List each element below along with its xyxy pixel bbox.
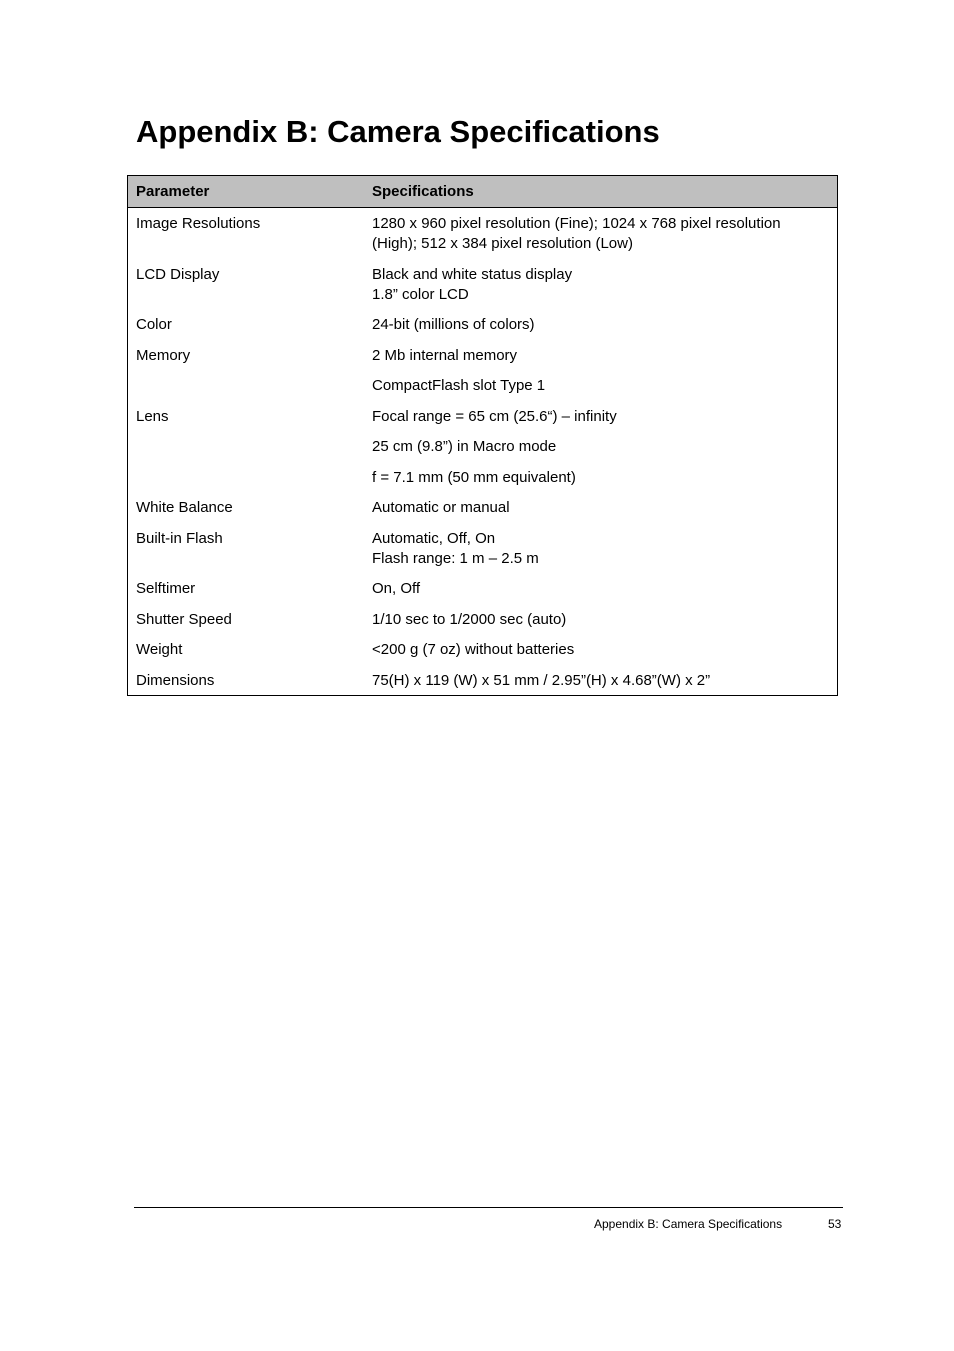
parameter-cell: Shutter Speed — [136, 610, 232, 628]
specifications-table — [127, 175, 838, 696]
parameter-cell: Image Resolutions — [136, 215, 261, 232]
specification-cell — [364, 315, 837, 335]
specification-cell — [364, 265, 837, 305]
specification-cell — [364, 376, 837, 396]
specification-cell — [364, 671, 837, 691]
specification-line: 25 cm (9.8”) in Macro mode — [372, 438, 557, 455]
table-row — [128, 315, 837, 346]
parameter-cell: Memory — [136, 346, 191, 364]
specification-line: Focal range = 65 cm (25.6“) – infinity — [372, 407, 617, 425]
specification-line: CompactFlash slot Type 1 — [372, 377, 546, 394]
footer-divider — [134, 1207, 843, 1208]
table-row — [128, 214, 837, 265]
specification-line: <200 g (7 oz) without batteries — [372, 641, 575, 658]
header-parameter: Parameter — [136, 183, 210, 200]
specification-line: On, Off — [372, 580, 421, 597]
specification-line: f = 7.1 mm (50 mm equivalent) — [372, 468, 576, 486]
header-specifications: Specifications — [372, 183, 474, 200]
specification-line: 1.8” color LCD — [372, 285, 469, 303]
table-row — [128, 407, 837, 438]
parameter-cell: Color — [136, 316, 172, 333]
parameter-cell — [128, 376, 364, 396]
specification-line: 24-bit (millions of colors) — [372, 316, 535, 333]
specification-line: 1/10 sec to 1/2000 sec (auto) — [372, 610, 567, 628]
specification-line: 2 Mb internal memory — [372, 346, 518, 364]
specification-line: Automatic or manual — [372, 499, 510, 516]
table-row — [128, 376, 837, 407]
table-row — [128, 671, 837, 691]
specification-line: Flash range: 1 m – 2.5 m — [372, 549, 539, 567]
table-row — [128, 346, 837, 377]
specification-cell — [364, 214, 837, 254]
table-row — [128, 498, 837, 529]
specification-cell — [364, 407, 837, 427]
page-number: 53 — [828, 1217, 842, 1231]
table-header-row — [128, 176, 837, 208]
specification-cell — [364, 610, 837, 630]
parameter-cell: Lens — [136, 407, 169, 425]
specification-cell — [364, 529, 837, 569]
parameter-cell: Dimensions — [136, 671, 215, 689]
table-row — [128, 468, 837, 499]
table-row — [128, 437, 837, 468]
specification-line: (High); 512 x 384 pixel resolution (Low) — [372, 235, 633, 252]
table-body — [128, 208, 837, 695]
parameter-cell: White Balance — [136, 499, 233, 516]
table-row — [128, 265, 837, 316]
specification-cell — [364, 346, 837, 366]
parameter-cell: LCD Display — [136, 265, 220, 283]
parameter-cell: Built-in Flash — [136, 529, 223, 547]
parameter-cell — [128, 437, 364, 457]
specification-line: Black and white status display — [372, 265, 573, 283]
specification-line: Automatic, Off, On — [372, 529, 496, 547]
page-title: Appendix B: Camera Specifications — [136, 114, 660, 149]
table-row — [128, 579, 837, 610]
table-row — [128, 529, 837, 580]
specification-cell — [364, 640, 837, 660]
specification-cell — [364, 498, 837, 518]
specification-line: 75(H) x 119 (W) x 51 mm / 2.95”(H) x 4.68”(W) x 2” — [372, 671, 711, 689]
specification-cell — [364, 437, 837, 457]
parameter-cell: Selftimer — [136, 580, 196, 597]
specification-cell — [364, 468, 837, 488]
footer-title: Appendix B: Camera Specifications — [594, 1217, 783, 1231]
specification-cell — [364, 579, 837, 599]
specification-line: 1280 x 960 pixel resolution (Fine); 1024 x 768 pixel resolution — [372, 215, 781, 232]
parameter-cell — [128, 468, 364, 488]
table-row — [128, 640, 837, 671]
table-row — [128, 610, 837, 641]
parameter-cell: Weight — [136, 641, 183, 658]
